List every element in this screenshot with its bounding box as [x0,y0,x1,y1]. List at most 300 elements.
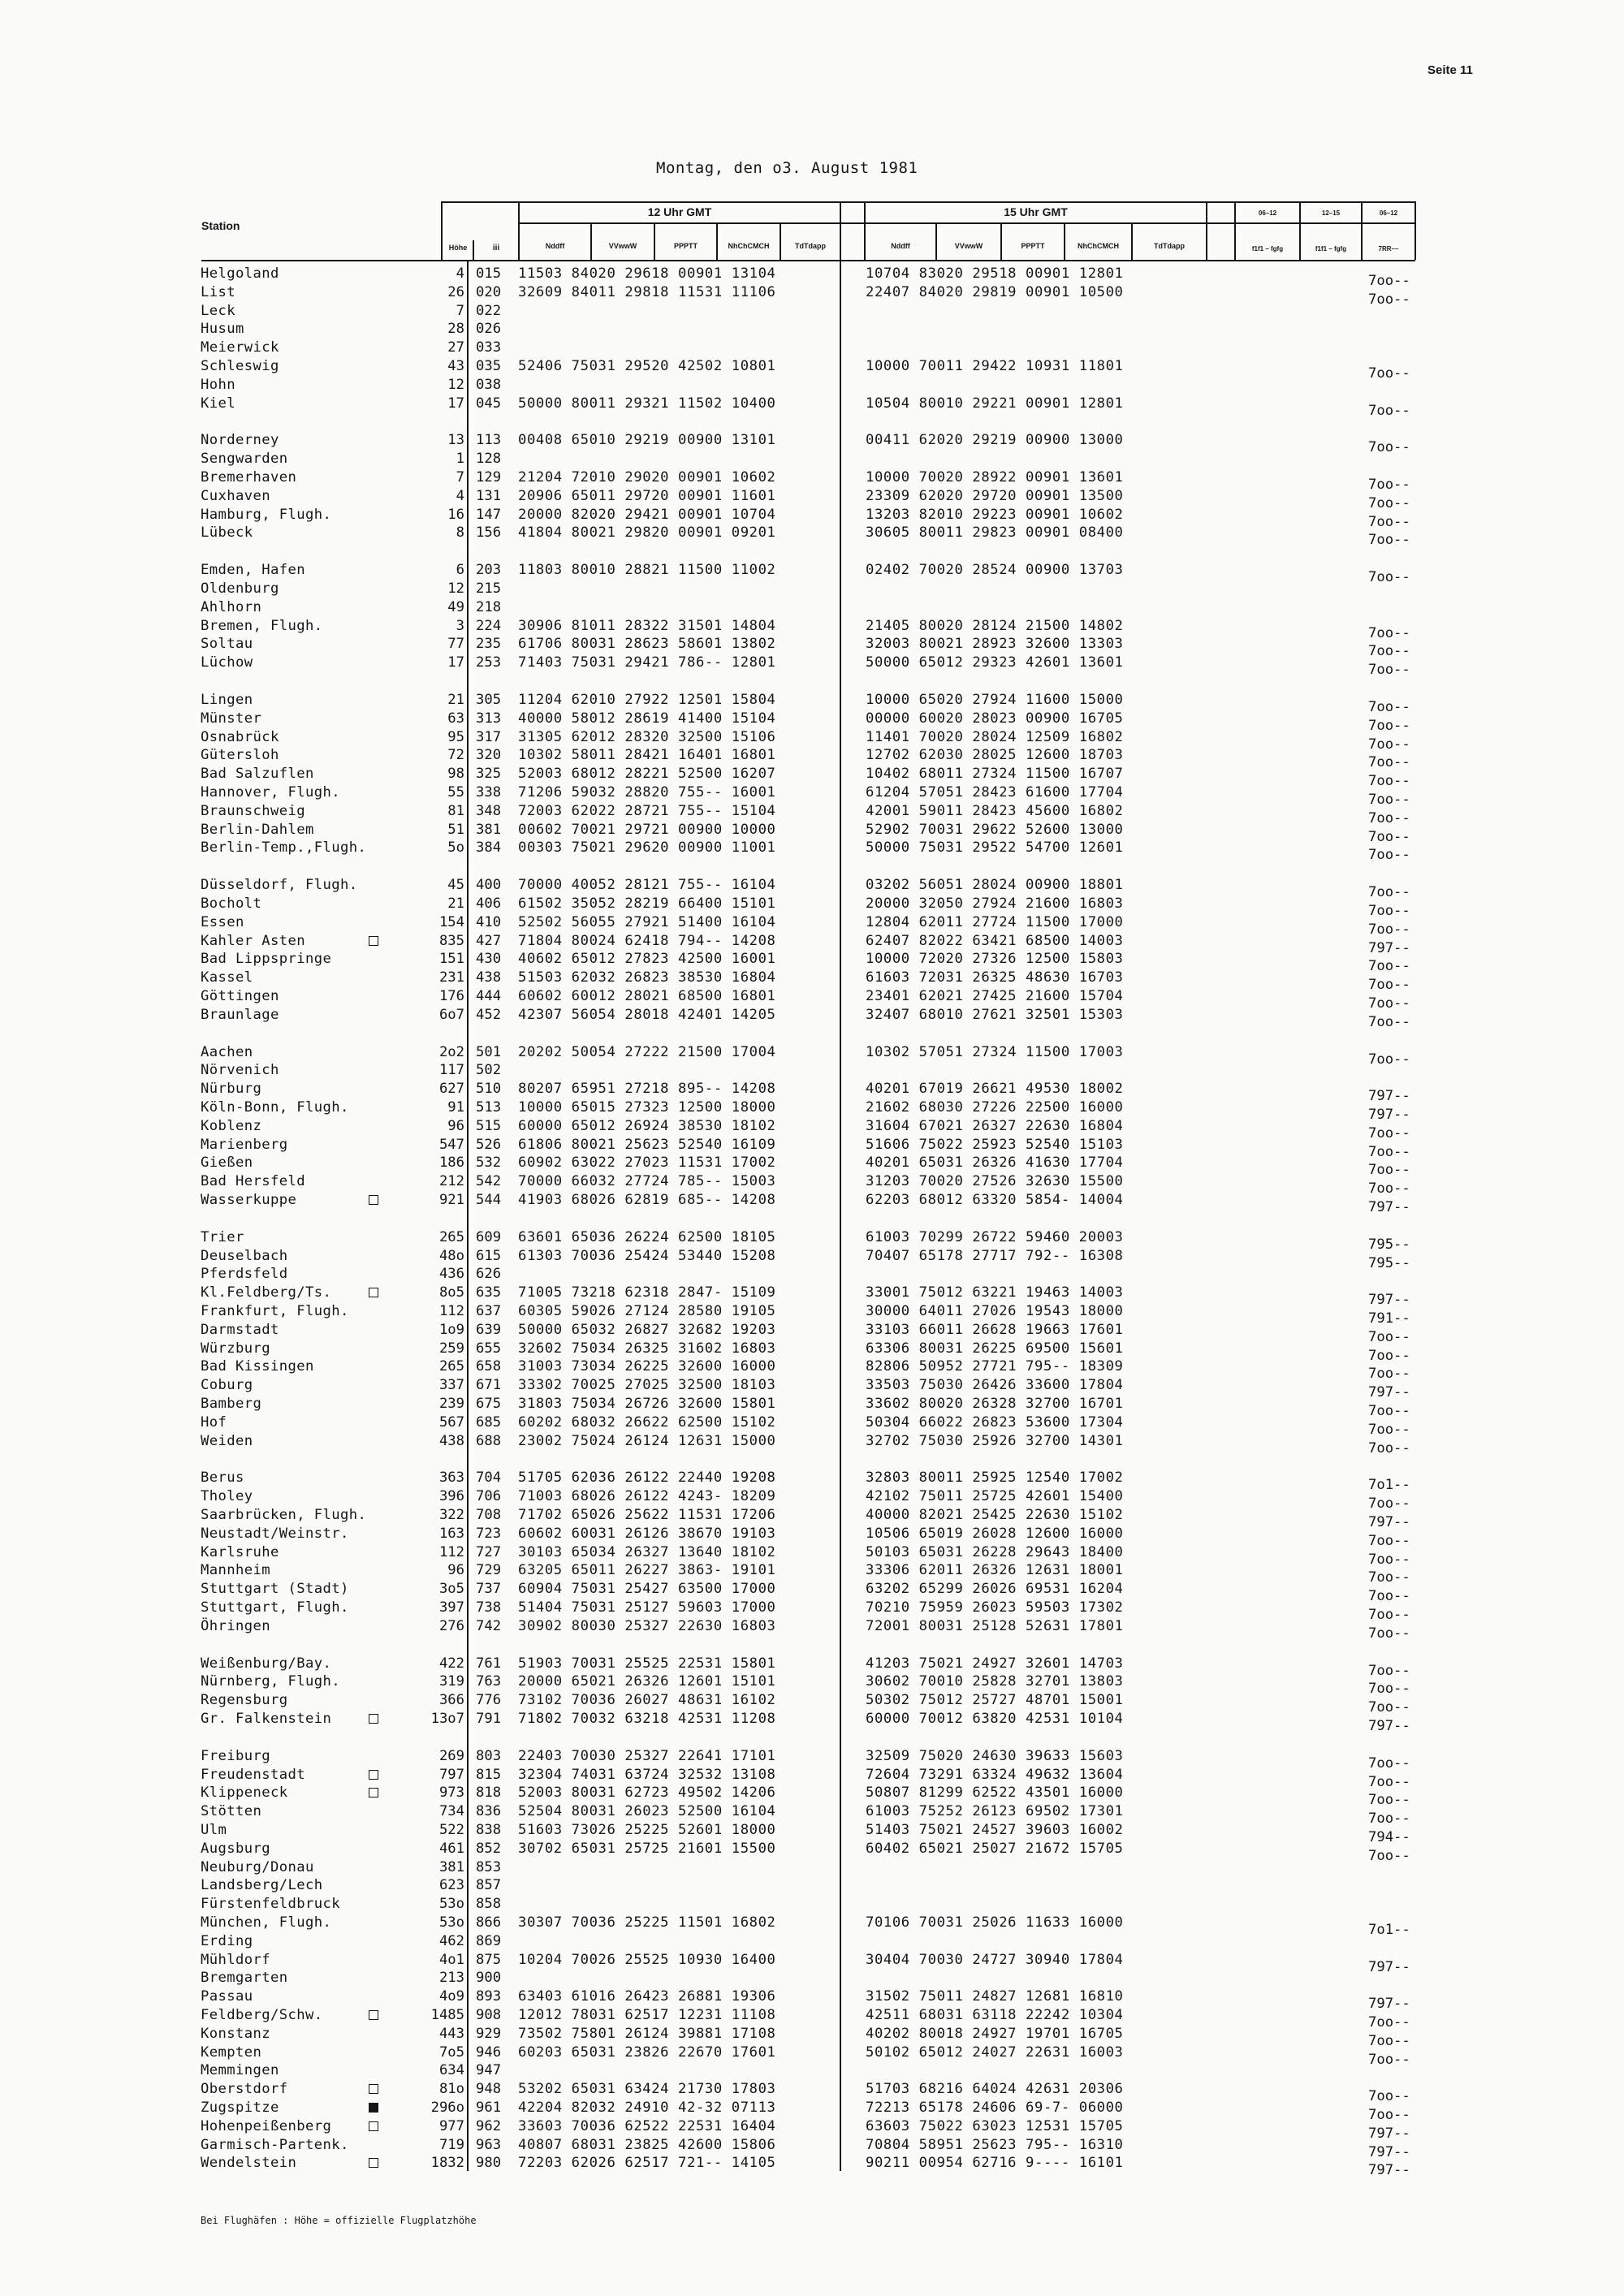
station-height: 4o1 [438,1951,464,1968]
page-title: Montag, den o3. August 1981 [656,159,918,177]
table-row [0,617,1624,641]
table-row [0,1172,1624,1198]
obs-12-utc: 80207 65951 27218 895-- 14208 [518,1081,776,1098]
obs-12-utc: 71403 75031 29421 786-- 12801 [518,654,776,671]
obs-15-utc: 61003 75252 26123 69502 17301 [866,1803,1124,1820]
station-height: 6o7 [438,1006,464,1023]
table-row [0,2061,1624,2080]
obs-12-utc: 51705 62036 26122 22440 19208 [518,1470,776,1487]
station-index: 929 [476,2025,502,2042]
obs-12-utc: 71702 65026 25622 11531 17206 [518,1507,776,1523]
precip-code: 791-- [1368,1310,1410,1327]
obs-15-utc: 42102 75011 25725 42601 15400 [866,1488,1124,1505]
station-name: Konstanz [201,2025,270,2042]
station-index: 853 [476,1858,502,1875]
precip-code: 7oo-- [1368,477,1410,493]
station-height: 96 [447,1562,464,1579]
col-06-12-header: 06–12 [1258,209,1277,217]
precip-code: 7oo-- [1368,1180,1410,1198]
station-name: Sengwarden [201,451,288,468]
station-height: 396 [438,1488,464,1505]
station-name: Nörvenich [201,1062,279,1079]
precip-code: 7oo-- [1368,494,1410,511]
station-height: 921 [438,1192,464,1208]
station-height: 13 [447,432,464,449]
station-height: 98 [447,766,464,783]
obs-12-utc: 50000 65032 26827 32682 19203 [518,1321,776,1338]
obs-15-utc: 21602 68030 27226 22500 16000 [866,1099,1124,1116]
table-row [0,691,1624,715]
station-name: Coburg [201,1377,253,1394]
table-row [0,1080,1624,1105]
station-name: Weißenburg/Bay. [201,1655,332,1672]
table-row [0,1321,1624,1345]
station-name: Essen [201,913,244,930]
obs-15-utc: 70804 58951 25623 795-- 16310 [866,2136,1124,2153]
station-name: Braunlage [201,1006,279,1023]
station-index: 253 [476,654,502,671]
table-row [0,2099,1624,2123]
station-name: Soltau [201,636,253,653]
station-index: 033 [476,339,502,356]
station-name: Bremerhaven [201,469,297,486]
station-index: 961 [476,2100,502,2116]
obs-12-utc: 52502 56055 27921 51400 16104 [518,913,776,930]
table-row [0,913,1624,938]
obs-12-utc: 51404 75031 25127 59603 17000 [518,1599,776,1616]
station-name: Braunschweig [201,802,305,819]
footnote: Bei Flughäfen : Höhe = offizielle Flugplatzhöhe [201,2215,477,2226]
table-row [0,969,1624,994]
obs-15-utc: 30605 80011 29823 00901 08400 [866,524,1124,542]
obs-12-utc: 42307 56054 28018 42401 14205 [518,1006,776,1023]
station-height: 7 [456,302,464,319]
precip-code: 7oo-- [1368,1347,1410,1364]
station-height: 53o [438,1914,464,1931]
table-row [0,561,1624,586]
obs-12-utc: 52406 75031 29520 42502 10801 [518,358,776,374]
table-row [0,2080,1624,2105]
obs-15-utc: 60402 65021 25027 21672 15705 [866,1840,1124,1857]
station-index: 729 [476,1562,502,1579]
station-index: 963 [476,2136,502,2153]
station-height: 797 [438,1766,464,1783]
obs-12-utc: 51503 62032 26823 38530 16804 [518,969,776,986]
table-row [0,1413,1624,1438]
obs-12-utc: 61706 80031 28623 58601 13802 [518,636,776,653]
table-row [0,376,1624,395]
table-row [0,1617,1624,1642]
obs-12-utc: 63601 65036 26224 62500 18105 [518,1228,776,1245]
precip-code: 7oo-- [1368,1754,1410,1772]
station-index: 737 [476,1581,502,1598]
precip-code: 7oo-- [1368,1625,1410,1642]
station-height: 973 [438,1785,464,1802]
precip-code: 7oo-- [1368,773,1410,790]
col-15-vvwww: VVwwW [954,242,983,250]
table-row [0,987,1624,1012]
station-height: 231 [438,969,464,986]
station-height: 72 [447,747,464,764]
obs-15-utc: 50103 65031 26228 29643 18400 [866,1543,1124,1560]
station-name: Oberstdorf [201,2081,288,2098]
obs-12-utc: 40602 65012 27823 42500 16001 [518,951,776,968]
station-index: 742 [476,1617,502,1634]
precip-code: 797-- [1368,1718,1410,1734]
obs-15-utc: 10504 80010 29221 00901 12801 [866,395,1124,412]
obs-12-utc: 32602 75034 26325 31602 16803 [518,1340,776,1357]
obs-15-utc: 02402 70020 28524 00900 13703 [866,562,1124,579]
table-row [0,654,1624,679]
obs-12-utc: 12012 78031 62517 12231 11108 [518,2007,776,2023]
precip-code: 797-- [1368,1996,1410,2013]
col-15-tdtdapp: TdTdapp [1154,242,1185,250]
station-name: Memmingen [201,2062,279,2079]
obs-15-utc: 70407 65178 27717 792-- 16308 [866,1247,1124,1264]
station-index: 803 [476,1747,502,1764]
obs-12-utc: 63205 65011 26227 3863- 19101 [518,1562,776,1579]
station-height: 212 [438,1173,464,1190]
table-row [0,1895,1624,1914]
table-row [0,339,1624,357]
obs-12-utc: 73502 75801 26124 39881 17108 [518,2025,776,2042]
obs-15-utc: 31502 75011 24827 12681 16810 [866,1988,1124,2005]
station-name: Kassel [201,969,253,986]
square-icon [369,1195,378,1205]
obs-15-utc: 50102 65012 24027 22631 16003 [866,2044,1124,2061]
square-icon [369,1770,378,1780]
station-height: 1832 [430,2155,464,2172]
station-name: Bad Kissingen [201,1358,314,1375]
station-height: 8 [456,524,464,542]
precip-code: 797-- [1368,1514,1410,1530]
col-12-vvwww: VVwwW [608,242,637,250]
station-index: 510 [476,1081,502,1098]
square-icon [369,2010,378,2020]
station-index: 026 [476,321,502,338]
obs-12-utc: 72003 62022 28721 755-- 15104 [518,802,776,819]
obs-12-utc: 21204 72010 29020 00901 10602 [518,469,776,486]
station-index: 639 [476,1321,502,1338]
col-12-nhchcmch: NhChCMCH [728,242,770,250]
obs-12-utc: 51603 73026 25225 52601 18000 [518,1822,776,1838]
station-index: 305 [476,692,502,708]
station-height: 3 [456,617,464,634]
table-row [0,1951,1624,1975]
table-row [0,1117,1624,1142]
station-name: Kl.Feldberg/Ts. [201,1284,332,1301]
hoehe-separator [467,260,469,2171]
obs-15-utc: 62203 68012 63320 5854- 14004 [866,1192,1124,1208]
station-index: 706 [476,1488,502,1505]
obs-12-utc: 60202 68032 26622 62500 15102 [518,1413,776,1431]
table-row [0,895,1624,919]
table-row [0,802,1624,826]
station-height: 16 [447,506,464,523]
station-name: List [201,283,235,300]
obs-15-utc: 10402 68011 27324 11500 16707 [866,766,1124,783]
table-row [0,1284,1624,1309]
table-row [0,431,1624,456]
station-height: 17 [447,654,464,671]
station-height: 176 [438,988,464,1004]
station-index: 615 [476,1247,502,1264]
precip-code: 7oo-- [1368,1699,1410,1716]
station-index: 852 [476,1840,502,1857]
col-formula-1: f1f1 – fgfg [1251,245,1284,252]
group-separator [840,260,841,2171]
obs-15-utc: 40000 82021 25425 22630 15102 [866,1507,1124,1523]
obs-12-utc: 33302 70025 27025 32500 18103 [518,1377,776,1394]
table-row [0,395,1624,419]
table-row [0,450,1624,468]
station-index: 836 [476,1803,502,1820]
station-name: Landsberg/Lech [201,1877,323,1894]
obs-12-utc: 31803 75034 26726 32600 15801 [518,1396,776,1412]
station-name: Fürstenfeldbruck [201,1896,340,1913]
station-index: 685 [476,1413,502,1431]
station-name: Stötten [201,1803,262,1820]
obs-12-utc: 42204 82032 24910 42-32 07113 [518,2100,776,2116]
obs-15-utc: 33306 62011 26326 12631 18001 [866,1562,1124,1579]
table-row [0,728,1624,753]
table-row [0,1487,1624,1513]
precip-code: 7oo-- [1368,1124,1410,1142]
table-row [0,1710,1624,1734]
station-name: Karlsruhe [201,1543,279,1560]
station-index: 869 [476,1932,502,1949]
table-row [0,468,1624,493]
precip-code: 7oo-- [1368,736,1410,753]
obs-12-utc: 72203 62026 62517 721-- 14105 [518,2155,776,2172]
station-index: 427 [476,932,502,949]
station-height: 977 [438,2117,464,2134]
station-name: Emden, Hafen [201,562,305,579]
obs-12-utc: 53202 65031 63424 21730 17803 [518,2081,776,2098]
table-row [0,2006,1624,2031]
table-row [0,580,1624,598]
obs-12-utc: 70000 66032 27724 785-- 15003 [518,1173,776,1190]
table-row [0,710,1624,734]
station-name: Nürnberg, Flugh. [201,1673,340,1690]
precip-code: 7oo-- [1368,1403,1410,1419]
station-height: 296o [430,2100,464,2116]
station-index: 320 [476,747,502,764]
precip-code: 797-- [1368,2143,1410,2160]
table-row [0,1247,1624,1271]
station-index: 444 [476,988,502,1004]
station-name: Augsburg [201,1840,270,1857]
obs-15-utc: 23309 62020 29720 00901 13500 [866,487,1124,504]
station-height: 96 [447,1117,464,1134]
station-height: 269 [438,1747,464,1764]
station-height: 734 [438,1803,464,1820]
obs-15-utc: 41203 75021 24927 32601 14703 [866,1655,1124,1672]
col-12-tdtdapp: TdTdapp [795,242,826,250]
station-name: Frankfurt, Flugh. [201,1303,349,1319]
station-name: Mühldorf [201,1951,270,1968]
iii-header: iii [492,244,500,252]
station-height: 461 [438,1840,464,1857]
station-name: Cuxhaven [201,487,270,504]
obs-15-utc: 10000 70020 28922 00901 13601 [866,469,1124,486]
filled-square-icon [369,2103,378,2113]
precip-code: 797-- [1368,2162,1410,2179]
station-index: 348 [476,802,502,819]
obs-15-utc: 42511 68031 63118 22242 10304 [866,2007,1124,2023]
col-12-15-header: 12–15 [1321,209,1341,217]
station-name: Koblenz [201,1117,262,1134]
obs-15-utc: 70106 70031 25026 11633 16000 [866,1914,1124,1931]
square-icon [369,2084,378,2094]
obs-12-utc: 31003 73034 26225 32600 16000 [518,1358,776,1375]
obs-15-utc: 10000 72020 27326 12500 15803 [866,951,1124,968]
obs-15-utc: 10302 57051 27324 11500 17003 [866,1043,1124,1060]
precip-code: 7oo-- [1368,662,1410,679]
obs-15-utc: 51403 75021 24527 39603 16002 [866,1822,1124,1838]
station-index: 658 [476,1358,502,1375]
station-height: 265 [438,1228,464,1245]
station-height: 547 [438,1136,464,1153]
obs-12-utc: 63403 61016 26423 26881 19306 [518,1988,776,2005]
station-index: 020 [476,283,502,300]
obs-12-utc: 33603 70036 62522 22531 16404 [518,2117,776,2134]
station-index: 761 [476,1655,502,1672]
station-index: 671 [476,1377,502,1394]
station-height: 77 [447,636,464,653]
table-row [0,1914,1624,1938]
obs-12-utc: 52504 80031 26023 52500 16104 [518,1803,776,1820]
precip-code: 7oo-- [1368,513,1410,530]
station-name: Lingen [201,692,253,708]
table-row [0,1969,1624,1987]
station-height: 239 [438,1396,464,1412]
obs-12-utc: 60602 60012 28021 68500 16801 [518,988,776,1004]
table-row [0,487,1624,511]
station-name: Hamburg, Flugh. [201,506,332,523]
station-height: 1 [456,451,464,468]
station-index: 513 [476,1099,502,1116]
precip-code: 795-- [1368,1236,1410,1253]
obs-15-utc: 90211 00954 62716 9---- 16101 [866,2155,1124,2172]
station-index: 727 [476,1543,502,1560]
station-name: Bad Lippspringe [201,951,332,968]
table-row [0,1655,1624,1679]
station-height: 276 [438,1617,464,1634]
precip-code: 7oo-- [1368,958,1410,975]
station-index: 215 [476,580,502,597]
hoehe-header: Höhe [448,244,468,252]
table-row [0,265,1624,289]
station-name: Stuttgart, Flugh. [201,1599,349,1616]
station-index: 235 [476,636,502,653]
station-index: 675 [476,1396,502,1412]
station-name: Bremen, Flugh. [201,617,323,634]
station-height: 2o2 [438,1043,464,1060]
station-index: 128 [476,451,502,468]
col-15-nhchcmch: NhChCMCH [1078,242,1119,250]
precip-code: 7oo-- [1368,995,1410,1012]
col-12-nddff: Nddff [545,242,565,250]
station-height: 21 [447,896,464,912]
obs-15-utc: 30000 64011 27026 19543 18000 [866,1303,1124,1319]
table-row [0,1191,1624,1215]
precip-code: 7oo-- [1368,1421,1410,1438]
precip-code: 797-- [1368,1107,1410,1123]
obs-12-utc: 60902 63022 27023 11531 17002 [518,1154,776,1172]
station-height: 4 [456,487,464,504]
station-index: 763 [476,1673,502,1690]
station-index: 325 [476,766,502,783]
precip-code: 7oo-- [1368,643,1410,660]
obs-15-utc: 03202 56051 28024 00900 18801 [866,877,1124,894]
precip-code: 7oo-- [1368,2107,1410,2123]
obs-12-utc: 60000 65012 26924 38530 18102 [518,1117,776,1134]
station-height: 719 [438,2136,464,2153]
precip-code: 7oo-- [1368,921,1410,938]
table-row [0,765,1624,790]
station-header: Station [201,219,240,232]
station-name: Weiden [201,1432,253,1449]
precip-code: 7oo-- [1368,402,1410,419]
station-height: 151 [438,951,464,968]
table-row [0,283,1624,308]
obs-12-utc: 73102 70036 26027 48631 16102 [518,1692,776,1709]
obs-12-utc: 30902 80030 25327 22630 16803 [518,1617,776,1634]
station-name: Kiel [201,395,235,412]
table-row [0,1543,1624,1568]
station-height: 835 [438,932,464,949]
precip-code: 7oo-- [1368,1569,1410,1586]
precip-code: 7oo-- [1368,1439,1410,1457]
station-name: Feldberg/Schw. [201,2007,323,2023]
table-row [0,1840,1624,1864]
obs-15-utc: 12702 62030 28025 12600 18703 [866,747,1124,764]
station-index: 544 [476,1192,502,1208]
obs-12-utc: 11503 84020 29618 00901 13104 [518,265,776,282]
station-index: 430 [476,951,502,968]
obs-15-utc: 63202 65299 26026 69531 16204 [866,1581,1124,1598]
station-height: 63 [447,710,464,727]
station-index: 962 [476,2117,502,2134]
station-height: 443 [438,2025,464,2042]
precip-code: 7oo-- [1368,1607,1410,1623]
station-name: Nürburg [201,1081,262,1098]
obs-12-utc: 23002 75024 26124 12631 15000 [518,1432,776,1449]
station-height: 438 [438,1432,464,1449]
obs-12-utc: 22403 70030 25327 22641 17101 [518,1747,776,1764]
station-height: 13o7 [430,1711,464,1727]
table-row [0,2136,1624,2160]
table-row [0,1432,1624,1457]
obs-15-utc: 50304 66022 26823 53600 17304 [866,1413,1124,1431]
station-name: Freiburg [201,1747,270,1764]
obs-15-utc: 61003 70299 26722 59460 20003 [866,1228,1124,1245]
station-height: 95 [447,728,464,745]
obs-15-utc: 82806 50952 27721 795-- 18309 [866,1358,1124,1375]
station-height: 3o5 [438,1581,464,1598]
obs-12-utc: 60305 59026 27124 28580 19105 [518,1303,776,1319]
obs-12-utc: 71003 68026 26122 4243- 18209 [518,1488,776,1505]
station-index: 791 [476,1711,502,1727]
station-name: München, Flugh. [201,1914,332,1931]
table-row [0,1784,1624,1809]
precip-code: 7oo-- [1368,291,1410,308]
station-index: 866 [476,1914,502,1931]
table-row [0,1136,1624,1160]
precip-code: 7oo-- [1368,977,1410,994]
station-name: Tholey [201,1488,253,1505]
